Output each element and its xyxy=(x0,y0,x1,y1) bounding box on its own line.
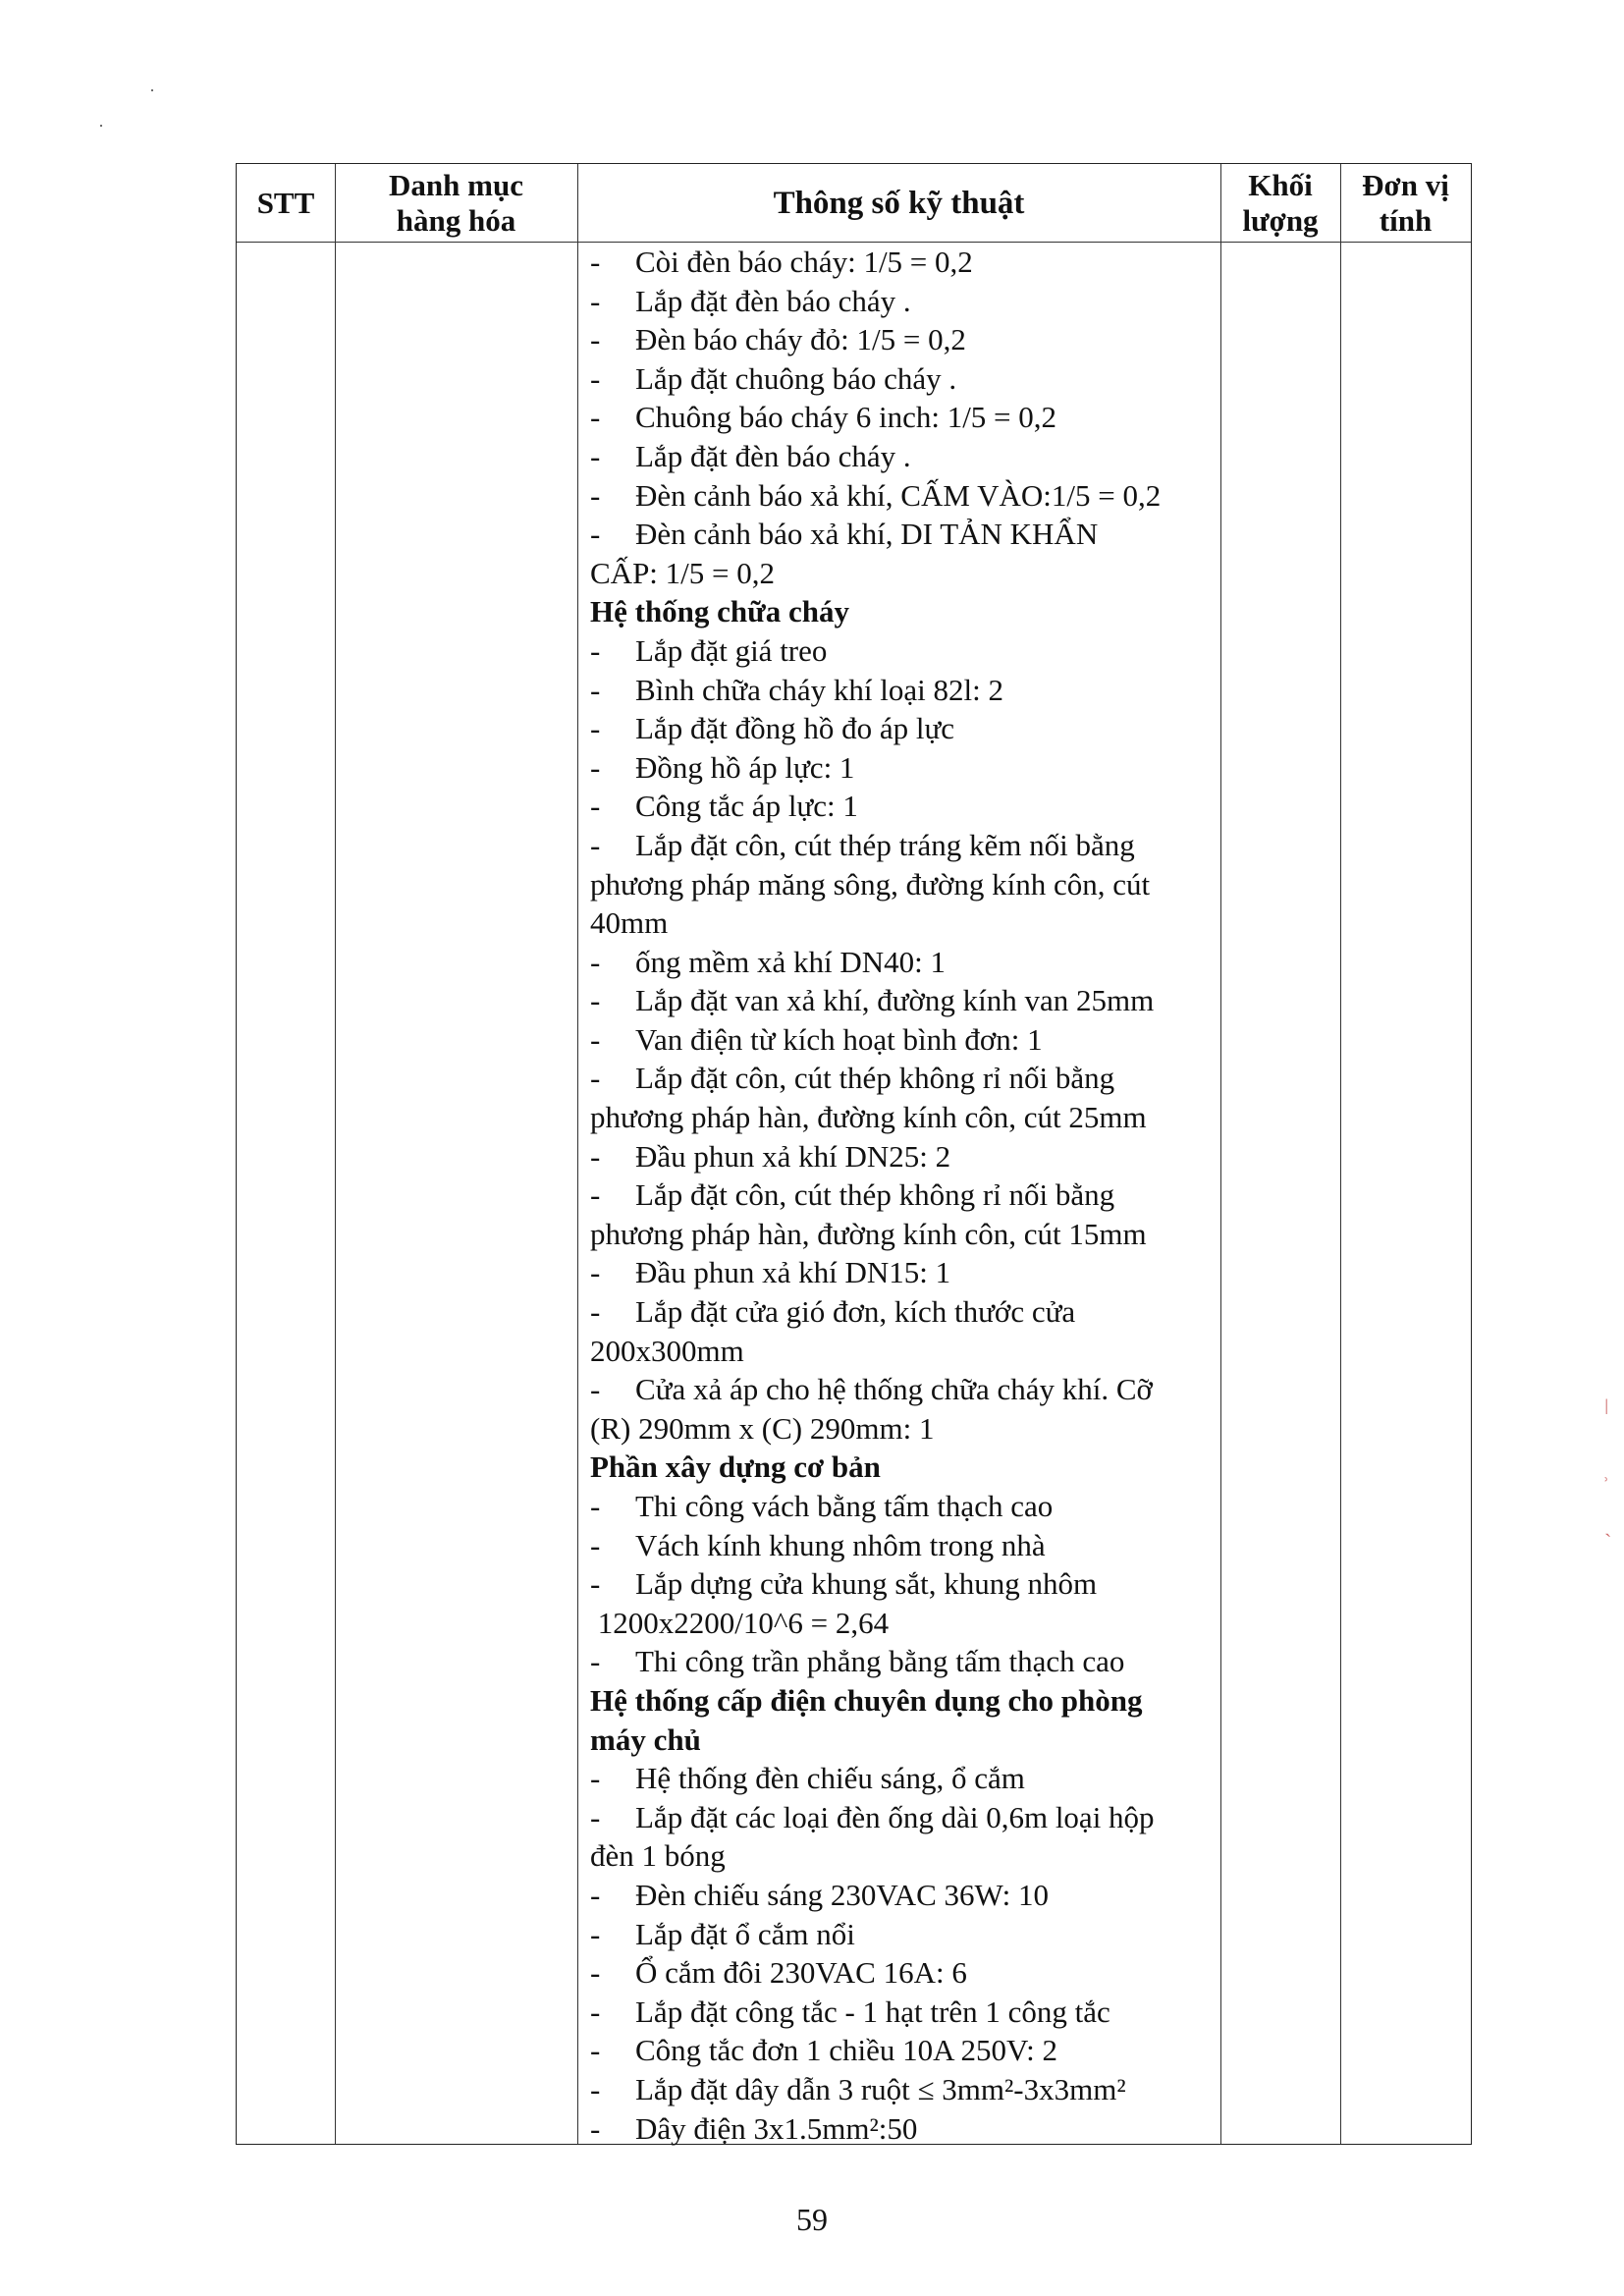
spec-line-text: Đèn cảnh báo xả khí, CẤM VÀO:1/5 = 0,2 xyxy=(635,477,1162,513)
spec-line xyxy=(590,748,1218,788)
header-item-line1: Danh mục xyxy=(389,167,523,202)
list-dash: - xyxy=(590,1799,601,1834)
list-dash: - xyxy=(590,749,601,785)
spec-line-text: Đầu phun xả khí DN15: 1 xyxy=(635,1255,951,1290)
spec-line-text: Lắp đặt dây dẫn 3 ruột ≤ 3mm²-3x3mm² xyxy=(635,2071,1126,2106)
header-unit-line1: Đơn vị xyxy=(1362,167,1449,202)
spec-line xyxy=(590,1564,1218,1604)
column-divider xyxy=(335,164,336,2144)
list-dash: - xyxy=(590,322,601,357)
scan-speck: ʾ xyxy=(1602,1473,1610,1498)
list-dash: - xyxy=(590,1489,601,1523)
spec-line-text: Lắp đặt van xả khí, đường kính van 25mm xyxy=(635,983,1155,1018)
spec-line-text: Đèn báo cháy đỏ: 1/5 = 0,2 xyxy=(635,322,966,357)
page-number: 59 xyxy=(796,2202,828,2237)
spec-line xyxy=(590,981,1218,1020)
list-dash: - xyxy=(590,789,601,824)
list-dash: - xyxy=(590,1994,601,2029)
spec-line-text: Lắp đặt giá treo xyxy=(635,632,828,668)
header-unit xyxy=(1340,164,1471,242)
spec-line-text: Vách kính khung nhôm trong nhà xyxy=(635,1527,1046,1562)
spec-line-text: Van điện từ kích hoạt bình đơn: 1 xyxy=(635,1021,1043,1057)
spec-line xyxy=(590,1915,1218,1954)
spec-section-heading xyxy=(590,1448,1218,1487)
spec-line-text: Đèn chiếu sáng 230VAC 36W: 10 xyxy=(635,1877,1050,1912)
spec-line xyxy=(590,359,1218,399)
list-dash: - xyxy=(590,1372,601,1407)
spec-line-text: Bình chữa cháy khí loại 82l: 2 xyxy=(635,672,1003,707)
spec-line xyxy=(590,1487,1218,1526)
list-dash: - xyxy=(590,1527,601,1562)
spec-line-text: Lắp đặt đèn báo cháy . xyxy=(635,438,911,473)
list-dash: - xyxy=(590,632,601,668)
spec-line-text: Lắp đặt côn, cút thép không rỉ nối bằng xyxy=(635,1177,1115,1213)
spec-line-text: Thi công trần phẳng bằng tấm thạch cao xyxy=(635,1644,1125,1679)
spec-line xyxy=(590,1876,1218,1915)
list-dash: - xyxy=(590,1177,601,1213)
spec-line xyxy=(590,1137,1218,1176)
header-item-line2: hàng hóa xyxy=(396,202,516,238)
list-dash: - xyxy=(590,400,601,435)
spec-line-text: phương pháp hàn, đường kính côn, cút 15mm xyxy=(590,1216,1147,1251)
spec-line-text: Chuông báo cháy 6 inch: 1/5 = 0,2 xyxy=(635,400,1057,435)
spec-line-text: ống mềm xả khí DN40: 1 xyxy=(635,944,946,979)
spec-line-text: Lắp đặt ổ cắm nổi xyxy=(635,1916,855,1951)
spec-line-text: Hệ thống cấp điện chuyên dụng cho phòng xyxy=(590,1682,1143,1718)
column-divider xyxy=(577,164,578,2144)
spec-line xyxy=(590,1020,1218,1060)
list-dash: - xyxy=(590,438,601,473)
spec-line-text: Lắp đặt đồng hồ đo áp lực xyxy=(635,711,955,746)
list-dash: - xyxy=(590,2071,601,2106)
list-dash: - xyxy=(590,1644,601,1679)
spec-line xyxy=(590,943,1218,982)
spec-line-text: Hệ thống đèn chiếu sáng, ổ cắm xyxy=(635,1761,1025,1796)
spec-section-heading xyxy=(590,1721,1218,1760)
column-divider xyxy=(1340,164,1341,2144)
spec-line xyxy=(590,903,1218,943)
spec-line xyxy=(590,1059,1218,1098)
spec-line xyxy=(590,2031,1218,2070)
spec-line xyxy=(590,437,1218,476)
spec-line xyxy=(590,320,1218,359)
spec-line-text: 200x300mm xyxy=(590,1333,744,1368)
spec-line xyxy=(590,1526,1218,1565)
spec-line xyxy=(590,1953,1218,1993)
spec-line xyxy=(590,1175,1218,1215)
spec-line xyxy=(590,1215,1218,1254)
spec-line xyxy=(590,1642,1218,1681)
spec-line xyxy=(590,282,1218,321)
spec-line-text: Dây điện 3x1.5mm²:50 xyxy=(635,2110,918,2146)
header-quantity-line2: lượng xyxy=(1242,202,1319,238)
list-dash: - xyxy=(590,1061,601,1096)
spec-line-text: Lắp đặt đèn báo cháy . xyxy=(635,283,911,318)
spec-line xyxy=(590,243,1218,282)
spec-line xyxy=(590,1253,1218,1292)
spec-line xyxy=(590,398,1218,437)
list-dash: - xyxy=(590,827,601,862)
spec-line-text: phương pháp măng sông, đường kính côn, cút xyxy=(590,866,1151,902)
spec-line-text: (R) 290mm x (C) 290mm: 1 xyxy=(590,1410,935,1446)
spec-line-text: phương pháp hàn, đường kính côn, cút 25mm xyxy=(590,1100,1147,1135)
spec-line xyxy=(590,826,1218,865)
list-dash: - xyxy=(590,711,601,746)
header-spec xyxy=(577,164,1220,242)
spec-section-heading xyxy=(590,592,1218,631)
spec-line-text: đèn 1 bóng xyxy=(590,1838,726,1874)
spec-line-text: 1200x2200/10^6 = 2,64 xyxy=(590,1605,890,1640)
spec-line xyxy=(590,709,1218,748)
list-dash: - xyxy=(590,283,601,318)
spec-line-text: 40mm xyxy=(590,905,669,941)
list-dash: - xyxy=(590,2033,601,2068)
list-dash: - xyxy=(590,1138,601,1174)
spec-line-text: Lắp đặt các loại đèn ống dài 0,6m loại hộp xyxy=(635,1799,1155,1834)
spec-line-text: Lắp đặt cửa gió đơn, kích thước cửa xyxy=(635,1294,1076,1330)
scan-speck: · xyxy=(98,116,104,136)
list-dash: - xyxy=(590,360,601,396)
spec-line xyxy=(590,515,1218,554)
scan-speck: ǀ xyxy=(1604,1394,1609,1419)
spec-line xyxy=(590,1798,1218,1837)
spec-line-text: Công tắc áp lực: 1 xyxy=(635,789,858,824)
spec-line-text: Đầu phun xả khí DN25: 2 xyxy=(635,1138,951,1174)
spec-line-text: Lắp đặt chuông báo cháy . xyxy=(635,360,957,396)
spec-line-text: Lắp đặt côn, cút thép tráng kẽm nối bằng xyxy=(635,827,1135,862)
column-divider xyxy=(1220,164,1221,2144)
spec-line-text: Lắp dựng cửa khung sắt, khung nhôm xyxy=(635,1566,1098,1602)
spec-text-cell xyxy=(590,243,1218,2148)
spec-line xyxy=(590,1836,1218,1876)
spec-line-text: Ổ cắm đôi 230VAC 16A: 6 xyxy=(635,1955,967,1991)
spec-line xyxy=(590,1409,1218,1449)
spec-line-text: CẤP: 1/5 = 0,2 xyxy=(590,555,776,590)
spec-line-text: Lắp đặt côn, cút thép không rỉ nối bằng xyxy=(635,1061,1115,1096)
spec-line-text: Cửa xả áp cho hệ thống chữa cháy khí. Cỡ xyxy=(635,1372,1153,1407)
list-dash: - xyxy=(590,477,601,513)
header-unit-line2: tính xyxy=(1379,202,1433,238)
spec-line-text: Phần xây dựng cơ bản xyxy=(590,1449,881,1485)
list-dash: - xyxy=(590,672,601,707)
spec-line-text: Thi công vách bằng tấm thạch cao xyxy=(635,1489,1054,1523)
spec-line xyxy=(590,2070,1218,2109)
list-dash: - xyxy=(590,1566,601,1602)
header-quantity-line1: Khối xyxy=(1248,167,1313,202)
list-dash: - xyxy=(590,517,601,552)
list-dash: - xyxy=(590,1021,601,1057)
spec-line-text: Công tắc đơn 1 chiều 10A 250V: 2 xyxy=(635,2033,1057,2068)
list-dash: - xyxy=(590,1916,601,1951)
list-dash: - xyxy=(590,1955,601,1991)
spec-line xyxy=(590,787,1218,826)
spec-line xyxy=(590,631,1218,671)
spec-line xyxy=(590,1292,1218,1332)
header-stt xyxy=(237,164,335,242)
spec-line-text: Còi đèn báo cháy: 1/5 = 0,2 xyxy=(635,245,973,279)
spec-section-heading xyxy=(590,1681,1218,1721)
header-item-name xyxy=(335,164,577,242)
spec-line-text: Đồng hồ áp lực: 1 xyxy=(635,749,855,785)
list-dash: - xyxy=(590,983,601,1018)
spec-line xyxy=(590,1098,1218,1137)
spec-line xyxy=(590,1604,1218,1643)
spec-line-text: Hệ thống chữa cháy xyxy=(590,594,850,629)
spec-line xyxy=(590,1332,1218,1371)
spec-line-text: Đèn cảnh báo xả khí, DI TẢN KHẨN xyxy=(635,517,1099,552)
spec-line xyxy=(590,476,1218,516)
list-dash: - xyxy=(590,944,601,979)
list-dash: - xyxy=(590,2110,601,2146)
list-dash: - xyxy=(590,1255,601,1290)
header-quantity xyxy=(1220,164,1340,242)
spec-line xyxy=(590,671,1218,710)
header-stt-label: STT xyxy=(256,185,315,220)
scan-speck: · xyxy=(149,81,155,100)
spec-line xyxy=(590,2109,1218,2149)
spec-line xyxy=(590,1370,1218,1409)
spec-line-text: Lắp đặt công tắc - 1 hạt trên 1 công tắc xyxy=(635,1994,1110,2029)
spec-line xyxy=(590,865,1218,904)
list-dash: - xyxy=(590,245,601,279)
list-dash: - xyxy=(590,1761,601,1796)
list-dash: - xyxy=(590,1294,601,1330)
spec-line xyxy=(590,554,1218,593)
spec-line-text: máy chủ xyxy=(590,1722,701,1757)
header-spec-label: Thông số kỹ thuật xyxy=(773,185,1025,221)
scan-speck: ˏ xyxy=(1604,1512,1612,1537)
spec-line xyxy=(590,1759,1218,1798)
spec-line xyxy=(590,1993,1218,2032)
list-dash: - xyxy=(590,1877,601,1912)
